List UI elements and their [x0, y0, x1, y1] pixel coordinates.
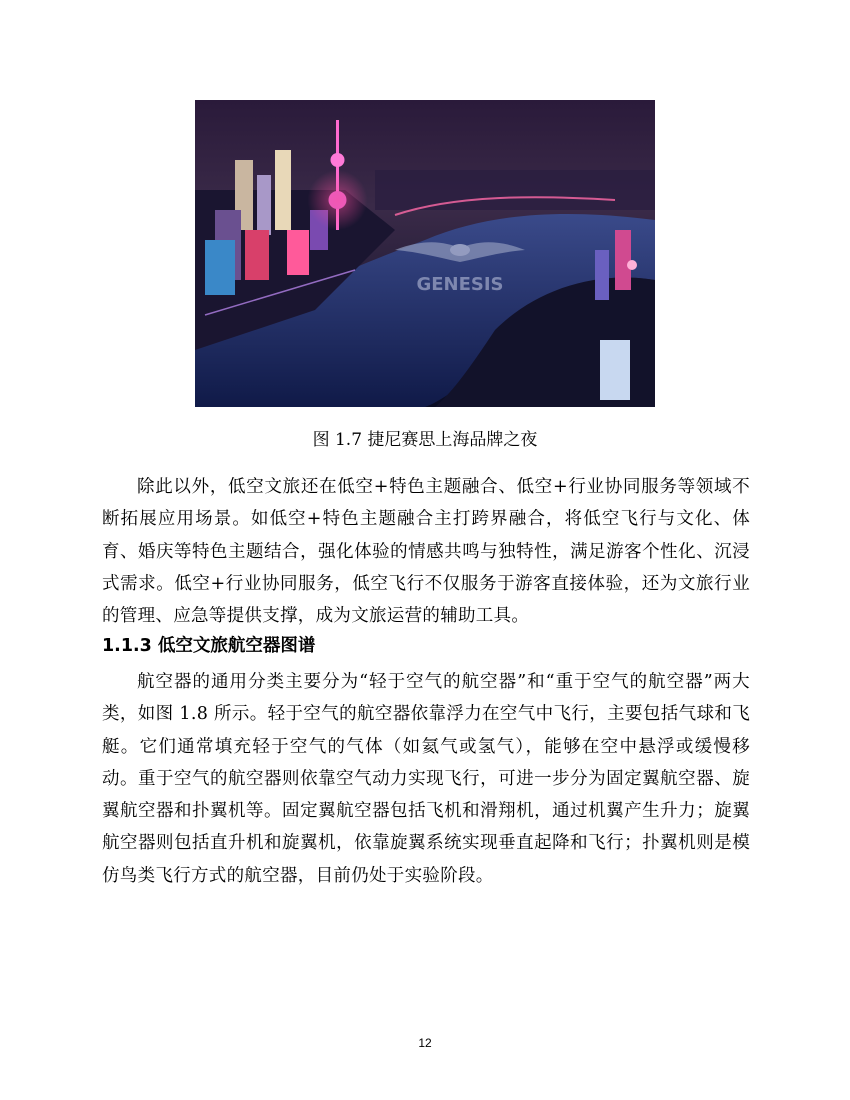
- paragraph-2-text: 航空器的通用分类主要分为“轻于空气的航空器”和“重于空气的航空器”两大类，如图 1.8 所示。轻于空气的航空器依靠浮力在空气中飞行，主要包括气球和飞艇。它们通常填充轻于空气的气体（如氦气或氢气），能够在空中悬浮或缓慢移动。重于空气的航空器则依靠空气动力实现飞行，可进一步分为固定翼航空器、旋翼航空器和扑翼机等。固定翼航空器包括飞机和滑翔机，通过机翼产生升力；旋翼航空器则包括直升机和旋翼机，依靠旋翼系统实现垂直起降和飞行；扑翼机则是模仿鸟类飞行方式的航空器，目前仍处于实验阶段。: [102, 672, 750, 886]
- paragraph-2: [102, 666, 750, 892]
- section-heading: 1.1.3 低空文旅航空器图谱: [102, 636, 316, 656]
- paragraph-1: [102, 471, 750, 632]
- night-city-photo: [195, 100, 655, 407]
- paragraph-1-text: 除此以外，低空文旅还在低空+特色主题融合、低空+行业协同服务等领域不断拓展应用场景。如低空+特色主题融合主打跨界融合，将低空飞行与文化、体育、婚庆等特色主题结合，强化体验的情感共鸣与独特性，满足游客个性化、沉浸式需求。低空+行业协同服务，低空飞行不仅服务于游客直接体验，还为文旅行业的管理、应急等提供支撑，成为文旅运营的辅助工具。: [102, 477, 750, 627]
- page-number: 12: [418, 1036, 432, 1050]
- genesis-logo-text: GENESIS: [416, 274, 504, 295]
- figure-caption: 图 1.7 捷尼赛思上海品牌之夜: [312, 430, 538, 450]
